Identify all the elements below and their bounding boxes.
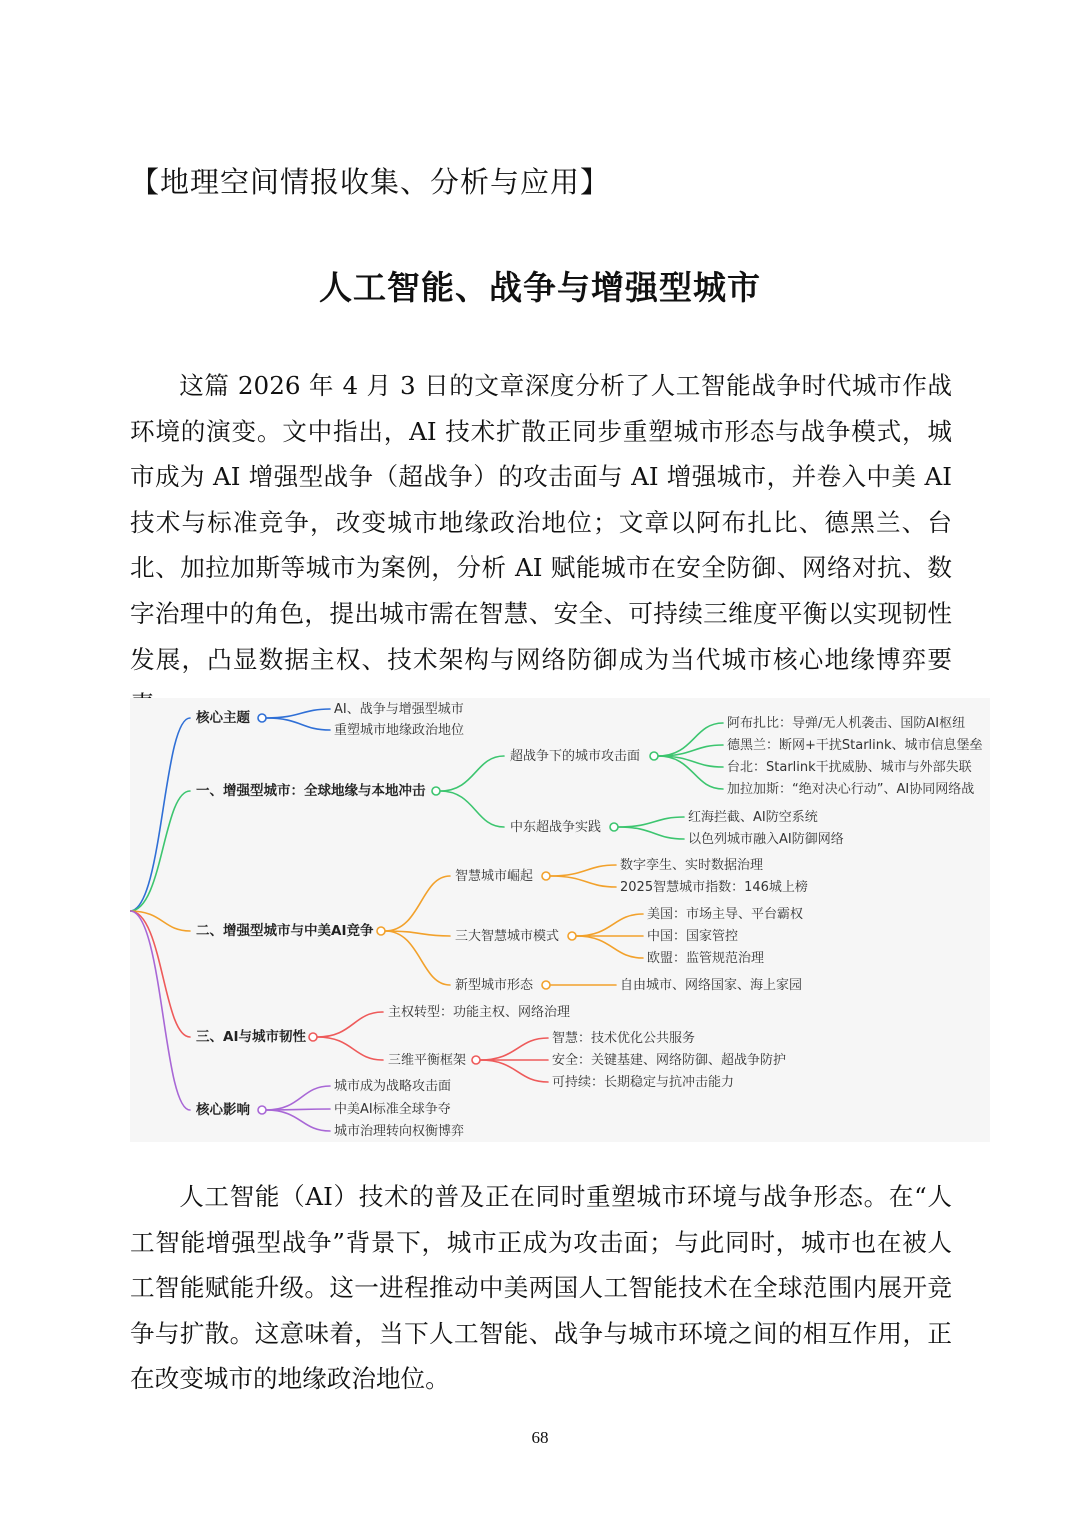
connector-line xyxy=(266,709,330,718)
body-paragraph: 人工智能（AI）技术的普及正在同时重塑城市环境与战争形态。在“人工智能增强型战争”背景下，城市正成为攻击面；与此同时，城市也在被人工智能赋能升级。这一进程推动中美两国人工智能技术在全球范围内展开竞争与扩散。这意味着，当下人工智能、战争与城市环境之间的相互作用，正在改变城市的地缘政治地位。 xyxy=(130,1182,952,1394)
node-branch-3: 三、AI与城市韧性 xyxy=(196,1029,306,1045)
mind-map-canvas xyxy=(130,698,990,1142)
node-branch-1-sub-1-item: 阿布扎比：导弹/无人机袭击、国防AI枢纽 xyxy=(727,716,966,731)
node-core-theme-item: AI、战争与增强型城市 xyxy=(334,702,464,717)
connector-line xyxy=(130,791,190,911)
connector-line xyxy=(440,756,504,791)
node-branch-2-sub-3-item: 自由城市、网络国家、海上家园 xyxy=(620,978,803,993)
node-branch-1-sub-1-item: 加拉加斯：“绝对决心行动”、AI协同网络战 xyxy=(727,782,975,797)
connector-line xyxy=(550,876,616,887)
node-dot xyxy=(472,1056,480,1064)
node-dot xyxy=(610,823,618,831)
node-branch-3-sub-1: 主权转型：功能主权、网络治理 xyxy=(388,1005,571,1020)
node-branch-1-sub-1-item: 德黑兰：断网+干扰Starlink、城市信息堡垒 xyxy=(727,738,983,753)
node-branch-3-sub-2-item: 安全：关键基建、网络防御、超战争防护 xyxy=(552,1053,787,1068)
node-dot xyxy=(309,1033,317,1041)
node-impact-item: 城市成为战略攻击面 xyxy=(334,1079,452,1094)
node-branch-2: 二、增强型城市与中美AI竞争 xyxy=(196,923,374,939)
connector-line xyxy=(618,817,684,827)
connector-line xyxy=(440,791,504,827)
connector-line xyxy=(266,718,330,730)
connector-line xyxy=(480,1038,548,1060)
intro-paragraph: 这篇 2026 年 4 月 3 日的文章深度分析了人工智能战争时代城市作战环境的演变。文中指出，AI 技术扩散正同步重塑城市形态与战争模式，城市成为 AI 增强型战争（超战争）的攻击面与 AI 增强城市，并卷入中美 AI 技术与标准竞争，改变城市地缘政治地位；文章以阿布扎比、德黑兰、台北、加拉加斯等城市为案例，分析 AI 赋能城市在安全防御、网络对抗、数字治理中的角色，提出城市需在智慧、安全、可持续三维度平衡以实现韧性发展，凸显数据主权、技术架构与网络防御成为当代城市核心地缘博弈要 xyxy=(130,371,952,674)
connector-line xyxy=(385,876,450,931)
connector-line xyxy=(130,911,190,1110)
node-branch-2-sub-1-item: 数字孪生、实时数据治理 xyxy=(620,858,764,873)
connector-line xyxy=(385,931,450,985)
node-branch-1: 一、增强型城市：全球地缘与本地冲击 xyxy=(196,783,426,799)
node-branch-3-sub-2-item: 智慧：技术优化公共服务 xyxy=(552,1031,696,1046)
connector-line xyxy=(266,1086,330,1110)
node-core-theme: 核心主题 xyxy=(196,710,250,726)
node-dot xyxy=(542,981,550,989)
node-dot xyxy=(258,714,266,722)
node-branch-2-sub-1-item: 2025智慧城市指数：146城上榜 xyxy=(620,880,808,895)
article-title: 人工智能、战争与增强型城市 xyxy=(319,268,761,307)
connector-line xyxy=(550,865,616,876)
node-branch-1-sub-1: 超战争下的城市攻击面 xyxy=(510,749,641,764)
connector-line xyxy=(618,827,684,839)
connector-line xyxy=(576,914,643,936)
connector-line xyxy=(266,1110,330,1131)
node-branch-1-sub-2-item: 以色列城市融入AI防御网络 xyxy=(688,832,844,847)
node-branch-1-sub-1-item: 台北：Starlink干扰威胁、城市与外部失联 xyxy=(727,760,972,775)
node-branch-2-sub-1: 智慧城市崛起 xyxy=(455,869,534,884)
node-dot xyxy=(568,932,576,940)
node-dot xyxy=(650,752,658,760)
node-branch-3-sub-2: 三维平衡框架 xyxy=(388,1053,467,1068)
connector-line xyxy=(317,1012,383,1037)
node-branch-3-sub-2-item: 可持续：长期稳定与抗冲击能力 xyxy=(552,1075,735,1090)
connector-line xyxy=(480,1060,548,1082)
node-branch-2-sub-2-item: 欧盟：监管规范治理 xyxy=(647,951,765,966)
node-impact-item: 城市治理转向权衡博弈 xyxy=(334,1124,465,1139)
node-branch-2-sub-3: 新型城市形态 xyxy=(455,978,534,993)
node-dot xyxy=(542,872,550,880)
node-impact: 核心影响 xyxy=(196,1102,250,1118)
node-branch-2-sub-2-item: 美国：市场主导、平台霸权 xyxy=(647,907,804,922)
connector-line xyxy=(130,718,190,911)
node-dot xyxy=(258,1106,266,1114)
node-dot xyxy=(377,927,385,935)
node-branch-1-sub-2-item: 红海拦截、AI防空系统 xyxy=(688,810,818,825)
connector-line xyxy=(317,1037,383,1060)
page-number: 68 xyxy=(531,1428,549,1447)
node-branch-1-sub-2: 中东超战争实践 xyxy=(510,820,602,835)
node-branch-2-sub-2: 三大智慧城市模式 xyxy=(455,929,560,944)
node-core-theme-item: 重塑城市地缘政治地位 xyxy=(334,723,465,738)
node-branch-2-sub-2-item: 中国：国家管控 xyxy=(647,929,739,944)
section-tag: 【地理空间情报收集、分析与应用】 xyxy=(130,165,611,199)
mind-map xyxy=(130,698,990,1142)
node-impact-item: 中美AI标准全球争夺 xyxy=(334,1102,451,1117)
node-dot xyxy=(432,787,440,795)
connector-line xyxy=(576,936,643,958)
